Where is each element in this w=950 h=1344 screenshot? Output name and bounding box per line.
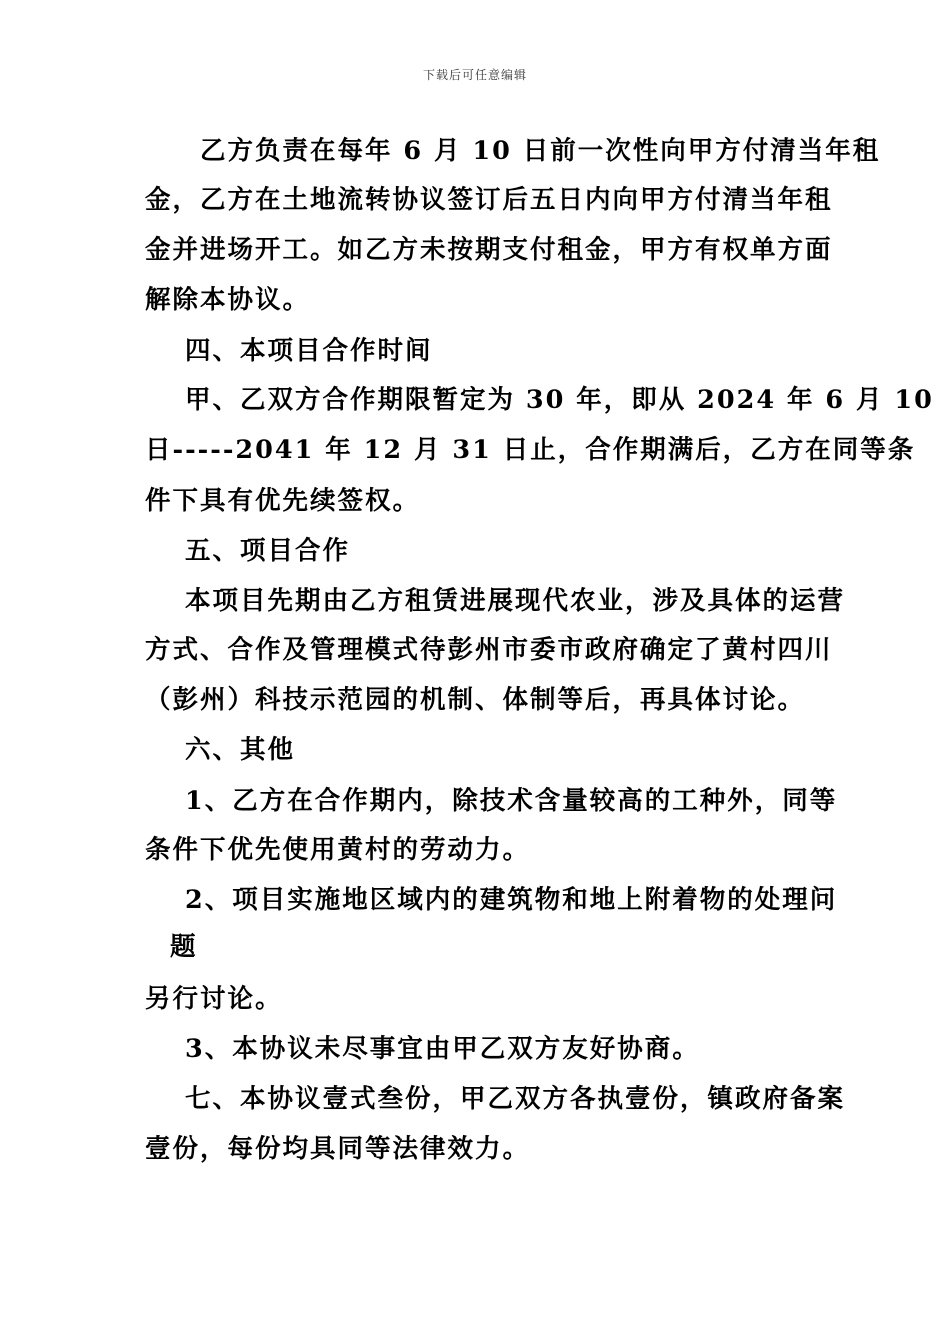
paragraph-line: 解除本协议。 xyxy=(145,285,311,315)
page-header-note: 下载后可任意编辑 xyxy=(422,68,527,82)
paragraph-line: 日-----2041 年 12 月 31 日止，合作期满后，乙方在同等条 xyxy=(145,435,916,465)
paragraph-line: 金并进场开工。如乙方未按期支付租金，甲方有权单方面 xyxy=(145,235,833,265)
list-item-continuation: 另行讨论。 xyxy=(145,984,283,1014)
list-item: 3、本协议未尽事宜由甲乙双方友好协商。 xyxy=(185,1034,700,1064)
section-heading: 六、其他 xyxy=(185,735,296,765)
paragraph-line: 壹份，每份均具同等法律效力。 xyxy=(145,1134,531,1164)
paragraph-line: （彭州）科技示范园的机制、体制等后，再具体讨论。 xyxy=(145,685,806,715)
paragraph-line: 本项目先期由乙方租赁进展现代农业，涉及具体的运营 xyxy=(185,586,846,616)
paragraph-line: 方式、合作及管理模式待彭州市委市政府确定了黄村四川 xyxy=(145,635,833,665)
section-heading: 四、本项目合作时间 xyxy=(185,336,433,366)
paragraph-line: 乙方负责在每年 6 月 10 日前一次性向甲方付清当年租 xyxy=(200,136,881,166)
list-item-continuation: 题 xyxy=(170,932,198,962)
list-item-continuation: 条件下优先使用黄村的劳动力。 xyxy=(145,835,531,865)
paragraph-line: 件下具有优先续签权。 xyxy=(145,486,421,516)
list-item: 2、项目实施地区域内的建筑物和地上附着物的处理问 xyxy=(185,885,838,915)
paragraph-line: 金，乙方在土地流转协议签订后五日内向甲方付清当年租 xyxy=(145,185,833,215)
list-item: 1、乙方在合作期内，除技术含量较高的工种外，同等 xyxy=(185,786,838,816)
section-heading: 七、本协议壹式叁份，甲乙双方各执壹份，镇政府备案 xyxy=(185,1084,846,1114)
section-heading: 五、项目合作 xyxy=(185,536,351,566)
paragraph-line: 甲、乙双方合作期限暂定为 30 年，即从 2024 年 6 月 10 xyxy=(185,385,934,415)
